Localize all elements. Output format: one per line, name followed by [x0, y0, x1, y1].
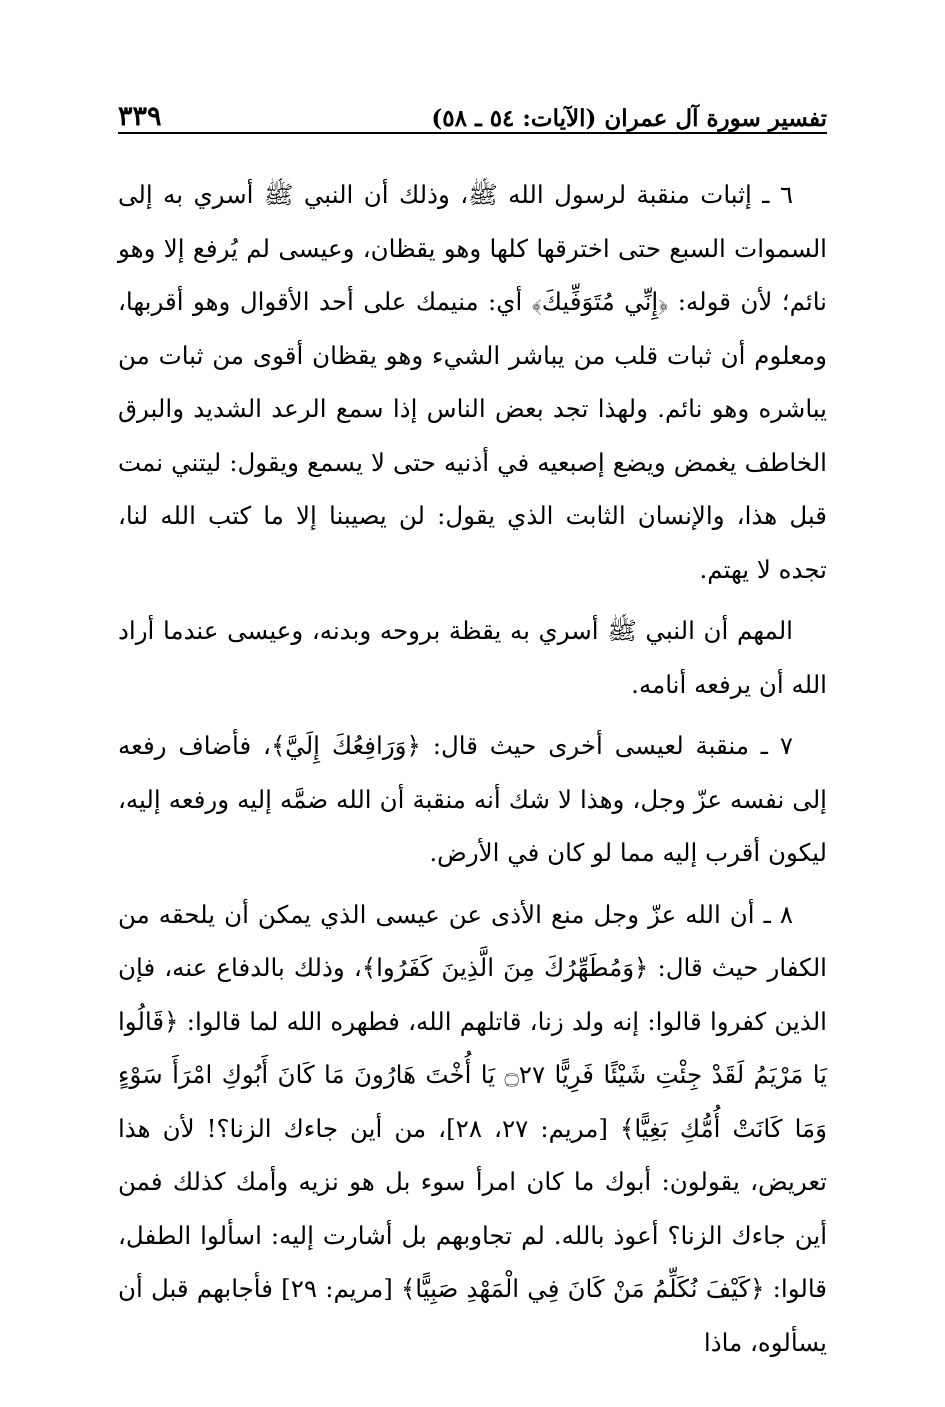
running-header	[118, 86, 827, 132]
page-number: ٣٣٩	[118, 101, 162, 132]
paragraph-point-7: ٧ ـ منقبة لعيسى أخرى حيث قال: ﴿وَرَافِعُكَ إِلَيَّ﴾، فأضاف رفعه إلى نفسه عزّ وجل، وهذا لا شك أنه منقبة أن الله ضمَّه إليه ورفعه إليه، ليكون أقرب إليه مما لو كان في الأرض.	[118, 731, 827, 867]
page-body	[118, 168, 827, 1373]
paragraph-point-8: ٨ ـ أن الله عزّ وجل منع الأذى عن عيسى الذي يمكن أن يلحقه من الكفار حيث قال: ﴿وَمُطَهِّرُكَ مِنَ الَّذِينَ كَفَرُوا﴾، وذلك بالدفاع عنه، فإن الذين كفروا قالوا: إنه ولد زنا، قاتلهم الله، فطهره الله لما قالوا: ﴿قَالُوا يَا مَرْيَمُ لَقَدْ جِئْتِ شَيْئًا فَرِيًّا ۝٢٧ يَا أُخْتَ هَارُونَ مَا كَانَ أَبُوكِ امْرَأَ سَوْءٍ وَمَا كَانَتْ أُمُّكِ بَغِيًّا﴾ [مريم: ٢٧، ٢٨]، من أين جاءك الزنا؟! لأن هذا تعريض، يقولون: أبوك ما كان امرأ سوء بل هو نزيه وأمك كذلك فمن أين جاءك الزنا؟ أعوذ بالله. لم تجاوبهم بل أشارت إليه: اسألوا الطفل، قالوا: ﴿كَيْفَ نُكَلِّمُ مَنْ كَانَ فِي الْمَهْدِ صَبِيًّا﴾ [مريم: ٢٩] فأجابهم قبل أن يسألوه، ماذا	[118, 899, 828, 1357]
header-title: تفسير سورة آل عمران (الآيات: ٥٤ ـ ٥٨)	[431, 105, 827, 132]
header-divider	[118, 132, 827, 134]
paragraph-summary: المهم أن النبي ﷺ أسري به يقظة بروحه وبدنه، وعيسى عندما أراد الله أن يرفعه أنامه.	[118, 616, 827, 699]
paragraph-point-6: ٦ ـ إثبات منقبة لرسول الله ﷺ، وذلك أن النبي ﷺ أسري به إلى السموات السبع حتى اخترقها كلها وهو يقظان، وعيسى لم يُرفع إلا وهو نائم؛ لأن قوله: ﴿إِنِّي مُتَوَفِّيكَ﴾ أي: منيمك على أحد الأقوال وهو أقربها، ومعلوم أن ثبات قلب من يباشر الشيء وهو يقظان أقوى من ثبات من يباشره وهو نائم. ولهذا تجد بعض الناس إذا سمع الرعد الشديد والبرق الخاطف يغمض ويضع إصبعيه في أذنيه حتى لا يسمع ويقول: ليتني نمت قبل هذا، والإنسان الثابت الذي يقول: لن يصيبنا إلا ما كتب الله لنا، تجده لا يهتم.	[118, 180, 827, 584]
